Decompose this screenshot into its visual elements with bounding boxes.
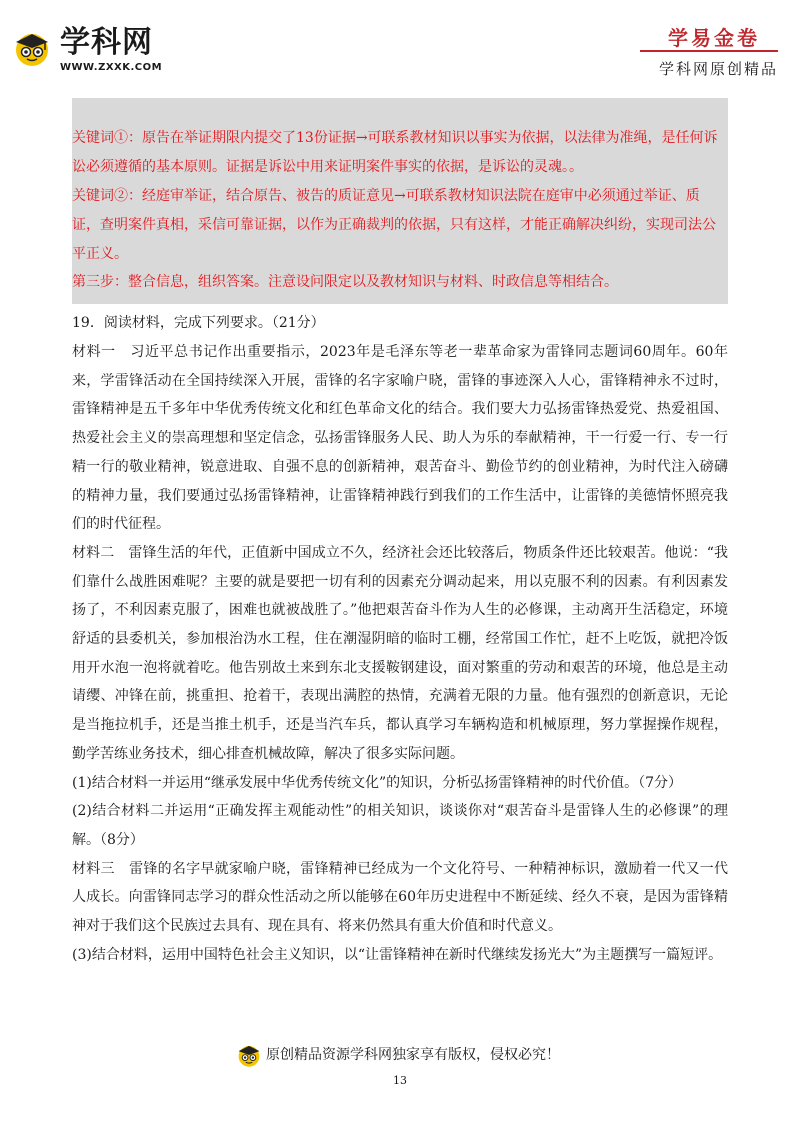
material-3: 材料三 雷锋的名字早就家喻户晓，雷锋精神已经成为一个文化符号、一种精神标识，激励着一代又一代人成长。向雷锋同志学习的群众性活动之所以能够在60年历史进程中不断延续、经久不衰，是因为雷锋精神对于我们这个民族过去具有、现在具有、将来仍然具有重大价值和时代意义。 — [72, 860, 728, 935]
mascot-icon — [12, 28, 52, 68]
logo-text: 学科网 — [60, 25, 153, 60]
keyword-2-text: 关键词②：经庭审举证，结合原告、被告的质证意见→可联系教材知识法院在庭审中必须通过举证、质证，查明案件真相，采信可靠证据，以作为正确裁判的依据，只有这样，才能正确解决纠纷，实现司法公平正义。 — [72, 188, 716, 262]
sub-question-1: (1)结合材料一并运用“继承发展中华优秀传统文化”的知识，分析弘扬雷锋精神的时代价值。（7分） — [72, 774, 683, 791]
zxxk-logo — [8, 24, 208, 80]
keyword-1-text: 关键词①：原告在举证期限内提交了13份证据→可联系教材知识以事实为依据，以法律为准绳，是任何诉讼必须遵循的基本原则。证据是诉讼中用来证明案件事实的依据，是诉讼的灵魂。。 — [72, 130, 718, 175]
copyright-notice: 原创精品资源学科网独家享有版权，侵权必究！ — [266, 1047, 560, 1063]
logo-url: WWW.ZXXK.COM — [60, 62, 163, 73]
mascot-icon — [236, 1042, 262, 1068]
sub-question-3: (3)结合材料，运用中国特色社会主义知识，以“让雷锋精神在新时代继续发扬光大”为主题撰写一篇短评。 — [72, 946, 723, 963]
brand-divider — [640, 50, 778, 52]
answer-analysis-highlight — [72, 98, 728, 304]
step-3-text: 第三步：整合信息，组织答案。注意设问限定以及教材知识与材料、时政信息等相结合。 — [72, 274, 618, 290]
page-footer — [0, 1040, 800, 1100]
material-2: 材料二 雷锋生活的年代，正值新中国成立不久，经济社会还比较落后，物质条件还比较艰苦。他说：“我们靠什么战胜困难呢？主要的就是要把一切有利的因素充分调动起来，用以克服不利的因素。有利因素发扬了，不利因素克服了，困难也就被战胜了。”他把艰苦奋斗作为人生的必修课，主动离开生活稳定，环境舒适的县委机关，参加根治沩水工程，住在潮湿阴暗的临时工棚，经常国工作忙，赶不上吃饭，就把冷饭用开水泡一泡将就着吃。他告别故土来到东北支援鞍钢建设，面对繁重的劳动和艰苦的环境，他总是主动请缨、冲锋在前，挑重担、抢着干，表现出满腔的热情，充满着无限的力量。他有强烈的创新意识，无论是当拖拉机手，还是当推土机手，还是当汽车兵，都认真学习车辆构造和机械原理，努力掌握操作规程，勤学苦练业务技术，细心排查机械故障，解决了很多实际问题。 — [72, 544, 728, 762]
page-header — [0, 0, 800, 90]
brand-title: 学易金卷 — [668, 26, 760, 50]
page-number: 13 — [393, 1074, 407, 1087]
sub-question-2: (2)结合材料二并运用“正确发挥主观能动性”的相关知识，谈谈你对“艰苦奋斗是雷锋人生的必修课”的理解。（8分） — [72, 803, 728, 848]
question-heading: 19．阅读材料，完成下列要求。（21分） — [72, 315, 325, 331]
brand-subtitle: 学科网原创精品 — [658, 60, 778, 78]
question-19 — [72, 308, 728, 969]
material-1: 材料一 习近平总书记作出重要指示，2023年是毛泽东等老一辈革命家为雷锋同志题词60周年。60年来，学雷锋活动在全国持续深入开展，雷锋的名字家喻户晓，雷锋的事迹深入人心，雷锋精神永不过时，雷锋精神是五千多年中华优秀传统文化和红色革命文化的结合。我们要大力弘扬雷锋热爱党、热爱祖国、热爱社会主义的崇高理想和坚定信念，弘扬雷锋服务人民、助人为乐的奉献精神，干一行爱一行、专一行精一行的敬业精神，锐意进取、自强不息的创新精神，艰苦奋斗、勤俭节约的创业精神，为时代注入磅礴的精神力量，我们要通过弘扬雷锋精神，让雷锋精神践行到我们的工作生活中，让雷锋的美德情怀照亮我们的时代征程。 — [72, 344, 728, 533]
